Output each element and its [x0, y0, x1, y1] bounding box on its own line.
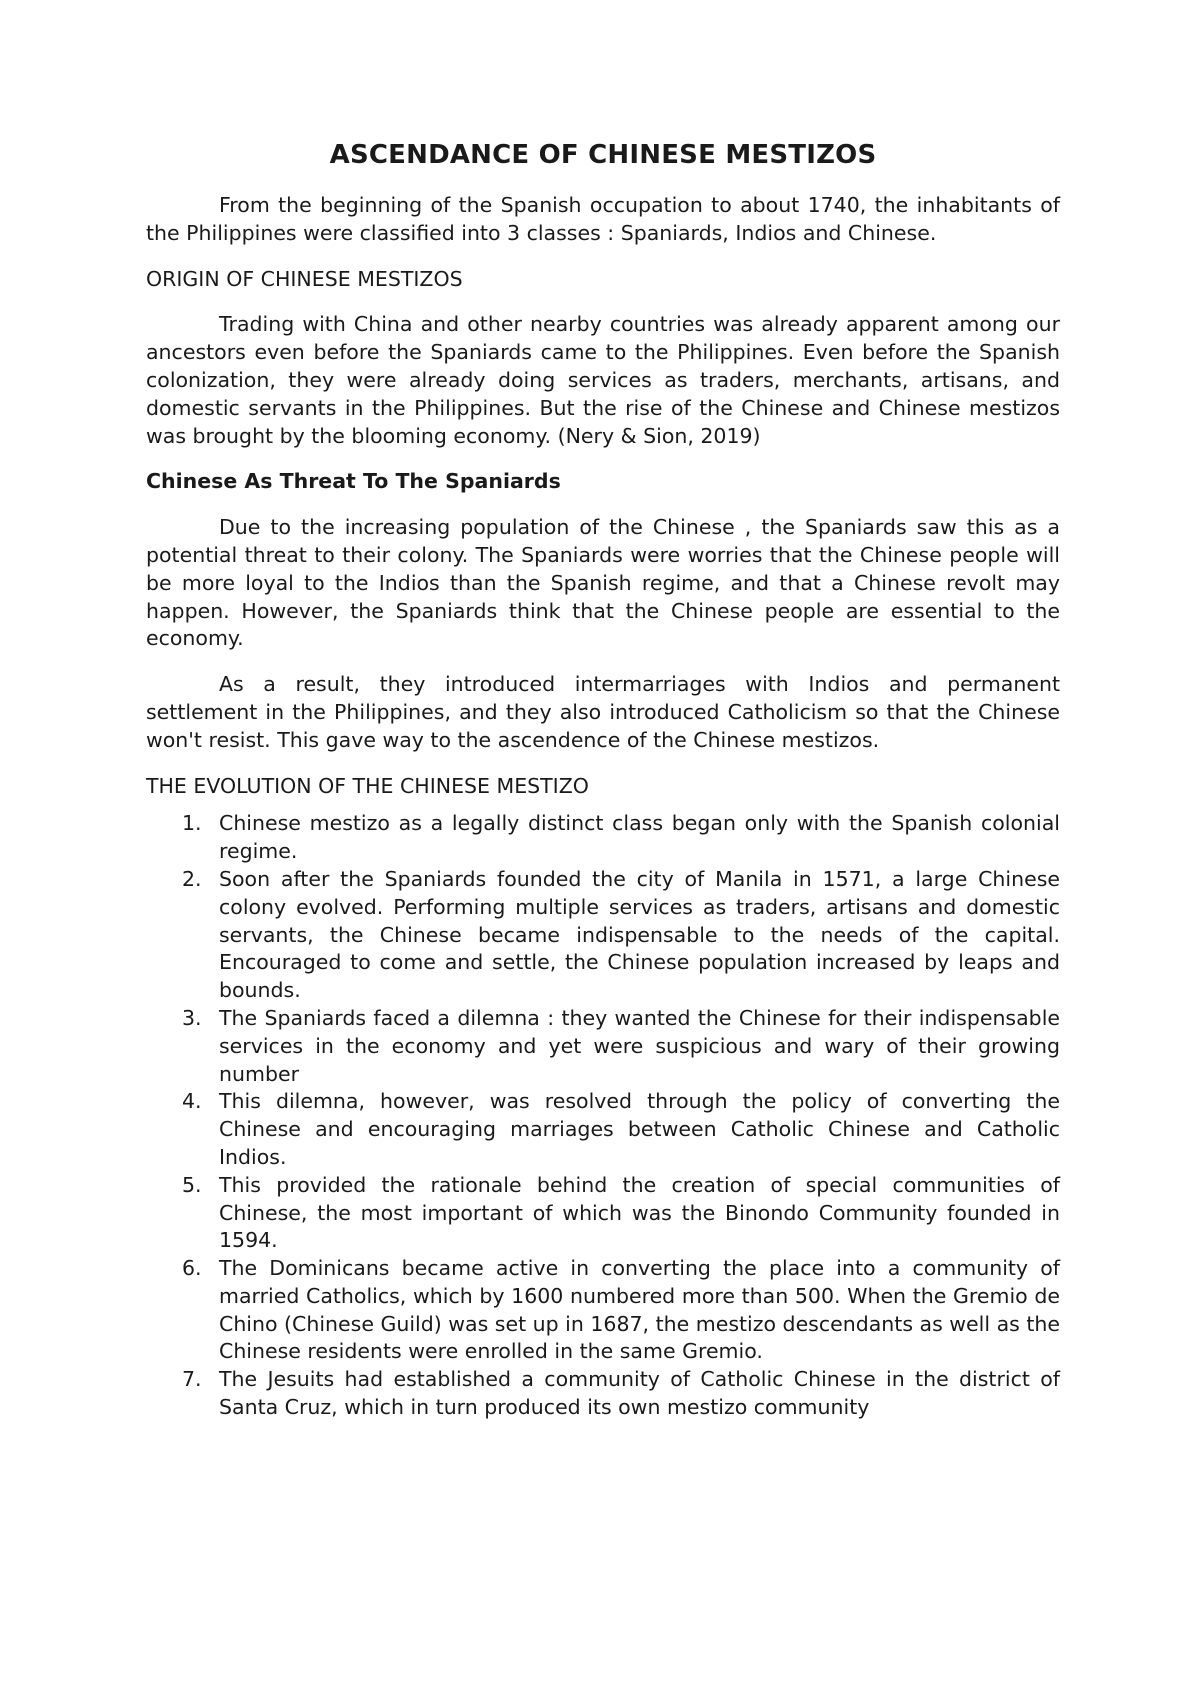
list-item-text: This dilemna, however, was resolved through the policy of converting the Chinese and encouraging marriages between Catholic Chinese and Catholic Indios. [219, 1089, 1060, 1169]
list-item-text: Chinese mestizo as a legally distinct class began only with the Spanish colonial regime. [219, 811, 1060, 864]
section-heading-origin: ORIGIN OF CHINESE MESTIZOS [146, 266, 463, 291]
list-item-number: 7. [182, 1367, 202, 1392]
list-item-number: 5. [182, 1172, 202, 1197]
origin-paragraph: Trading with China and other nearby countries was already apparent among our ancestors even before the Spaniards came to the Philippines. Even before the Spanish colonization, they were already doing services as traders, merchants, artisans, and domestic servants in the Philippines. But the rise of the Chinese and Chinese mestizos was brought by the blooming economy. (Nery & Sion, 2019) [146, 312, 1060, 448]
list-item-number: 6. [182, 1256, 202, 1281]
list-item [146, 1088, 1060, 1171]
list-item [146, 1172, 1060, 1255]
threat-paragraph-1: Due to the increasing population of the Chinese , the Spaniards saw this as a potential threat to their colony. The Spaniards were worries that the Chinese people will be more loyal to the Indios than the Spanish regime, and that a Chinese revolt may happen. However, the Spaniards think that the Chinese people are essential to the economy. [146, 515, 1060, 651]
list-item-number: 1. [182, 811, 202, 836]
intro-paragraph: From the beginning of the Spanish occupation to about 1740, the inhabitants of the Philippines were classified into 3 classes : Spaniards, Indios and Chinese. [146, 193, 1060, 245]
section-heading-threat: Chinese As Threat To The Spaniards [146, 469, 561, 494]
list-item-text: The Dominicans became active in converting the place into a community of married Catholics, which by 1600 numbered more than 500. When the Gremio de Chino (Chinese Guild) was set up in 1687, the mestizo descendants as well as the Chinese residents were enrolled in the same Gremio. [219, 1256, 1060, 1364]
document-page [146, 140, 1060, 1422]
list-item [146, 866, 1060, 1005]
list-item [146, 810, 1060, 866]
list-item-text: Soon after the Spaniards founded the city of Manila in 1571, a large Chinese colony evolved. Performing multiple services as traders, artisans and domestic servants, the Chinese became indispensable to the needs of the capital. Encouraged to come and settle, the Chinese population increased by leaps and bounds. [219, 866, 1060, 1003]
document-title: ASCENDANCE OF CHINESE MESTIZOS [329, 140, 877, 170]
section-heading-evolution: THE EVOLUTION OF THE CHINESE MESTIZO [146, 773, 589, 798]
list-item-number: 4. [182, 1089, 202, 1114]
list-item [146, 1255, 1060, 1366]
list-item-text: This provided the rationale behind the creation of special communities of Chinese, the most important of which was the Binondo Community founded in 1594. [219, 1172, 1060, 1253]
list-item-number: 2. [182, 866, 202, 891]
evolution-list [146, 810, 1060, 1422]
list-item-number: 3. [182, 1005, 202, 1030]
list-item [146, 1005, 1060, 1088]
threat-paragraph-2: As a result, they introduced intermarriages with Indios and permanent settlement in the Philippines, and they also introduced Catholicism so that the Chinese won't resist. This gave way to the ascendence of the Chinese mestizos. [146, 672, 1060, 752]
list-item-text: The Spaniards faced a dilemna : they wanted the Chinese for their indispensable services in the economy and yet were suspicious and wary of their growing number [219, 1005, 1060, 1086]
list-item [146, 1366, 1060, 1422]
list-item-text: The Jesuits had established a community of Catholic Chinese in the district of Santa Cruz, which in turn produced its own mestizo community [219, 1367, 1060, 1420]
